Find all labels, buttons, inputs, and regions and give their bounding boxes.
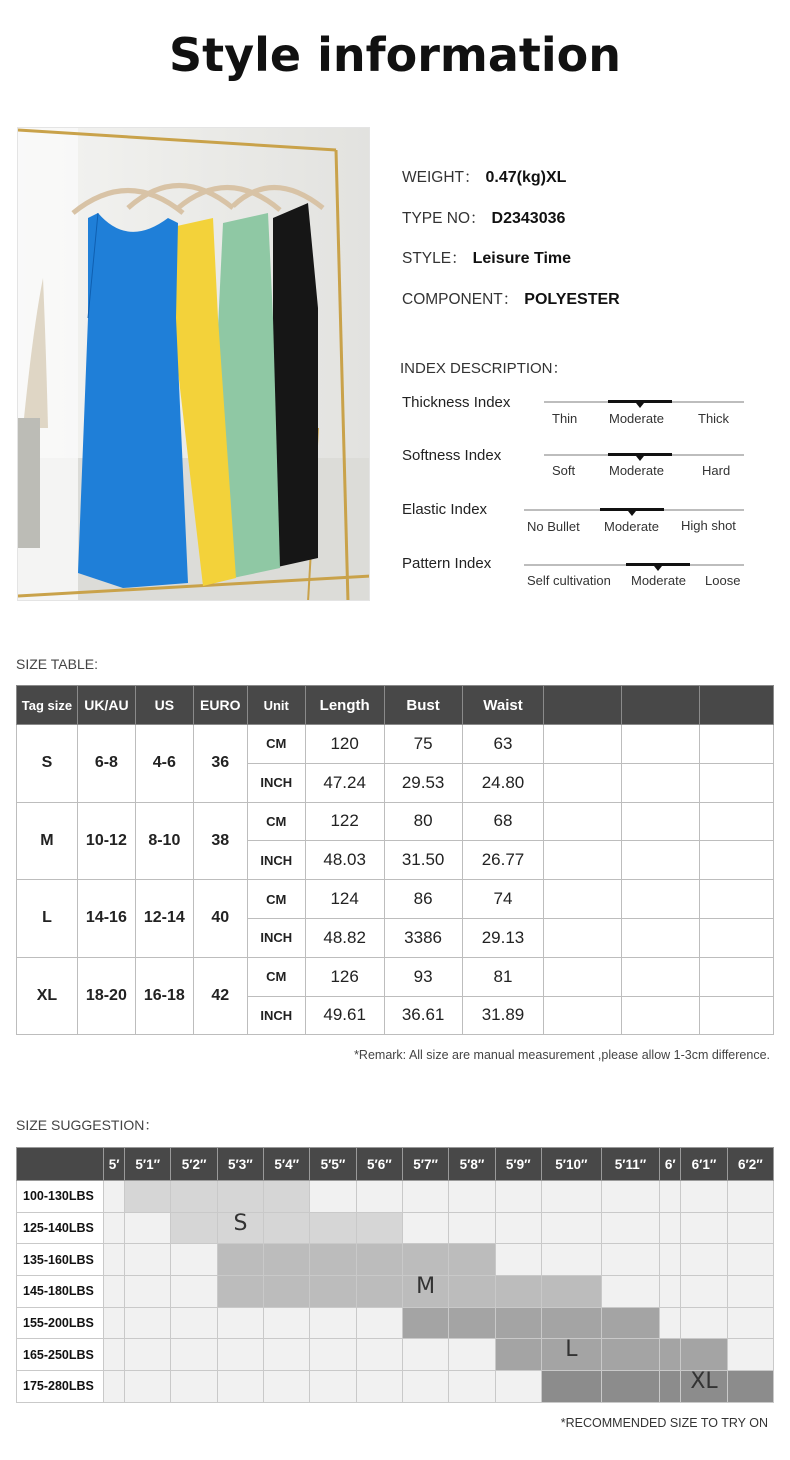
weight-label: 175-280LBS xyxy=(17,1371,104,1403)
grid-cell xyxy=(310,1307,356,1339)
grid-cell xyxy=(171,1307,217,1339)
weight-label: 135-160LBS xyxy=(17,1244,104,1276)
thickness-mid: Moderate xyxy=(609,411,664,426)
elastic-index-label: Elastic Index xyxy=(402,501,488,518)
softness-index-label: Softness Index xyxy=(402,447,502,464)
table-row xyxy=(17,802,774,841)
softness-mid: Moderate xyxy=(609,463,664,478)
col-header xyxy=(622,686,700,725)
uk-au-cell: 10-12 xyxy=(77,802,135,880)
col-header xyxy=(544,686,622,725)
page-title: Style information xyxy=(169,28,621,82)
grid-cell xyxy=(104,1244,125,1276)
empty-cell xyxy=(544,918,622,957)
recommend-note: *RECOMMENDED SIZE TO TRY ON xyxy=(560,1416,768,1430)
height-header-row xyxy=(17,1148,774,1181)
size-zone-label: S xyxy=(233,1210,248,1236)
elastic-pointer-icon xyxy=(628,511,636,516)
grid-cell xyxy=(403,1212,449,1244)
elastic-mid: Moderate xyxy=(604,519,659,534)
grid-cell xyxy=(104,1339,125,1371)
grid-cell xyxy=(403,1244,449,1276)
waist-cell: 26.77 xyxy=(462,841,544,880)
index-heading: INDEX DESCRIPTION： xyxy=(400,360,568,377)
grid-cell xyxy=(264,1212,310,1244)
grid-cell xyxy=(125,1371,171,1403)
height-header: 6′2″ xyxy=(727,1148,773,1181)
grid-cell xyxy=(125,1339,171,1371)
component-value: POLYESTER xyxy=(524,291,620,308)
uk-au-cell: 6-8 xyxy=(77,725,135,803)
weight-row xyxy=(17,1276,774,1308)
grid-cell xyxy=(264,1371,310,1403)
grid-cell xyxy=(727,1244,773,1276)
grid-cell xyxy=(601,1181,659,1213)
grid-cell xyxy=(660,1212,681,1244)
grid-cell xyxy=(125,1212,171,1244)
grid-cell xyxy=(449,1212,495,1244)
grid-cell xyxy=(171,1212,217,1244)
height-header: 6′ xyxy=(660,1148,681,1181)
length-cell: 49.61 xyxy=(305,996,384,1035)
grid-cell xyxy=(310,1244,356,1276)
grid-cell xyxy=(125,1181,171,1213)
softness-left: Soft xyxy=(552,463,576,478)
grid-cell xyxy=(495,1244,541,1276)
grid-cell xyxy=(727,1212,773,1244)
size-zone-label: XL xyxy=(690,1369,718,1395)
col-header: Waist xyxy=(462,686,544,725)
empty-cell xyxy=(544,880,622,919)
weight-row xyxy=(17,1244,774,1276)
weight-label: WEIGHT： xyxy=(402,169,480,186)
length-cell: 126 xyxy=(305,957,384,996)
grid-cell xyxy=(403,1181,449,1213)
grid-cell xyxy=(727,1307,773,1339)
length-cell: 120 xyxy=(305,725,384,764)
corner-cell xyxy=(17,1148,104,1181)
style-value: Leisure Time xyxy=(472,250,572,267)
bust-cell: 31.50 xyxy=(384,841,462,880)
grid-cell xyxy=(660,1339,681,1371)
empty-cell xyxy=(700,957,774,996)
size-table xyxy=(16,685,774,1035)
grid-cell xyxy=(217,1244,263,1276)
grid-cell xyxy=(403,1276,449,1308)
thickness-index-label: Thickness Index xyxy=(402,394,511,411)
grid-cell xyxy=(125,1276,171,1308)
unit-cell: CM xyxy=(247,957,305,996)
grid-cell xyxy=(104,1276,125,1308)
weight-label: 155-200LBS xyxy=(17,1307,104,1339)
unit-cell: CM xyxy=(247,880,305,919)
grid-cell xyxy=(449,1244,495,1276)
grid-cell xyxy=(727,1181,773,1213)
size-suggestion-heading: SIZE SUGGESTION： xyxy=(16,1117,159,1133)
height-header: 5′4″ xyxy=(264,1148,310,1181)
col-header: Bust xyxy=(384,686,462,725)
size-remark: *Remark: All size are manual measurement ,please allow 1-3cm difference. xyxy=(354,1048,770,1062)
grid-cell xyxy=(601,1276,659,1308)
size-table-heading: SIZE TABLE: xyxy=(16,656,98,672)
grid-cell xyxy=(449,1371,495,1403)
unit-cell: INCH xyxy=(247,841,305,880)
product-photo xyxy=(17,127,370,601)
empty-cell xyxy=(622,725,700,764)
length-cell: 47.24 xyxy=(305,763,384,802)
grid-cell xyxy=(495,1212,541,1244)
grid-cell xyxy=(217,1276,263,1308)
height-header: 5′ xyxy=(104,1148,125,1181)
grid-cell xyxy=(104,1181,125,1213)
grid-cell xyxy=(660,1307,681,1339)
grid-cell xyxy=(727,1276,773,1308)
height-header: 5′8″ xyxy=(449,1148,495,1181)
grid-cell xyxy=(495,1307,541,1339)
height-header: 6′1″ xyxy=(681,1148,727,1181)
grid-cell xyxy=(495,1181,541,1213)
empty-cell xyxy=(700,996,774,1035)
waist-cell: 63 xyxy=(462,725,544,764)
waist-cell: 29.13 xyxy=(462,918,544,957)
weight-value: 0.47(kg)XL xyxy=(485,169,567,186)
grid-cell xyxy=(264,1339,310,1371)
thickness-left: Thin xyxy=(552,411,578,426)
euro-cell: 38 xyxy=(193,802,247,880)
grid-cell xyxy=(104,1371,125,1403)
bust-cell: 80 xyxy=(384,802,462,841)
grid-cell xyxy=(356,1244,402,1276)
bust-cell: 29.53 xyxy=(384,763,462,802)
empty-cell xyxy=(544,725,622,764)
height-header: 5′2″ xyxy=(171,1148,217,1181)
grid-cell xyxy=(541,1181,601,1213)
grid-cell xyxy=(310,1339,356,1371)
style-label: STYLE： xyxy=(402,250,467,267)
grid-cell xyxy=(217,1339,263,1371)
grid-cell xyxy=(217,1181,263,1213)
length-cell: 48.82 xyxy=(305,918,384,957)
weight-row xyxy=(402,165,566,187)
grid-cell xyxy=(217,1212,263,1244)
grid-cell xyxy=(541,1371,601,1403)
grid-cell xyxy=(681,1244,727,1276)
empty-cell xyxy=(622,880,700,919)
col-header: Tag size xyxy=(17,686,78,725)
grid-cell xyxy=(541,1212,601,1244)
grid-cell xyxy=(171,1371,217,1403)
us-cell: 4-6 xyxy=(135,725,193,803)
grid-cell xyxy=(541,1244,601,1276)
grid-cell xyxy=(356,1212,402,1244)
grid-cell xyxy=(449,1181,495,1213)
grid-cell xyxy=(660,1181,681,1213)
softness-right: Hard xyxy=(702,463,731,478)
euro-cell: 42 xyxy=(193,957,247,1035)
waist-cell: 31.89 xyxy=(462,996,544,1035)
style-row xyxy=(402,246,571,268)
empty-cell xyxy=(700,918,774,957)
weight-row xyxy=(17,1307,774,1339)
type-value: D2343036 xyxy=(491,210,566,227)
grid-cell xyxy=(217,1307,263,1339)
grid-cell xyxy=(310,1181,356,1213)
grid-cell xyxy=(449,1307,495,1339)
pattern-index-label: Pattern Index xyxy=(402,555,492,572)
grid-cell xyxy=(449,1276,495,1308)
table-row xyxy=(17,957,774,996)
unit-cell: INCH xyxy=(247,996,305,1035)
grid-cell xyxy=(681,1371,727,1403)
us-cell: 8-10 xyxy=(135,802,193,880)
grid-cell xyxy=(541,1276,601,1308)
grid-cell xyxy=(681,1339,727,1371)
col-header: Unit xyxy=(247,686,305,725)
pattern-pointer-icon xyxy=(654,566,662,571)
waist-cell: 24.80 xyxy=(462,763,544,802)
weight-row xyxy=(17,1339,774,1371)
bust-cell: 36.61 xyxy=(384,996,462,1035)
grid-cell xyxy=(601,1244,659,1276)
grid-cell xyxy=(495,1276,541,1308)
grid-cell xyxy=(264,1276,310,1308)
col-header: UK/AU xyxy=(77,686,135,725)
empty-cell xyxy=(622,763,700,802)
grid-cell xyxy=(403,1307,449,1339)
thickness-right: Thick xyxy=(698,411,730,426)
grid-cell xyxy=(171,1276,217,1308)
grid-cell xyxy=(356,1181,402,1213)
unit-cell: CM xyxy=(247,725,305,764)
grid-cell xyxy=(601,1371,659,1403)
col-header: EURO xyxy=(193,686,247,725)
empty-cell xyxy=(622,996,700,1035)
bust-cell: 86 xyxy=(384,880,462,919)
uk-au-cell: 18-20 xyxy=(77,957,135,1035)
elastic-right: High shot xyxy=(681,518,736,533)
height-header: 5′1″ xyxy=(125,1148,171,1181)
empty-cell xyxy=(700,802,774,841)
us-cell: 12-14 xyxy=(135,880,193,958)
tag-size-cell: XL xyxy=(17,957,78,1035)
waist-cell: 81 xyxy=(462,957,544,996)
grid-cell xyxy=(660,1244,681,1276)
tag-size-cell: S xyxy=(17,725,78,803)
grid-cell xyxy=(601,1212,659,1244)
weight-row xyxy=(17,1212,774,1244)
type-row xyxy=(402,206,565,228)
waist-cell: 68 xyxy=(462,802,544,841)
empty-cell xyxy=(622,957,700,996)
grid-cell xyxy=(449,1339,495,1371)
dress-rack-illustration xyxy=(18,128,370,601)
grid-cell xyxy=(264,1307,310,1339)
height-header: 5′5″ xyxy=(310,1148,356,1181)
grid-cell xyxy=(601,1307,659,1339)
empty-cell xyxy=(544,802,622,841)
unit-cell: INCH xyxy=(247,763,305,802)
us-cell: 16-18 xyxy=(135,957,193,1035)
waist-cell: 74 xyxy=(462,880,544,919)
unit-cell: INCH xyxy=(247,918,305,957)
bust-cell: 75 xyxy=(384,725,462,764)
grid-cell xyxy=(681,1212,727,1244)
height-header: 5′10″ xyxy=(541,1148,601,1181)
component-row xyxy=(402,287,620,309)
pattern-right: Loose xyxy=(705,573,741,588)
grid-cell xyxy=(681,1181,727,1213)
grid-cell xyxy=(217,1371,263,1403)
grid-cell xyxy=(601,1339,659,1371)
elastic-left: No Bullet xyxy=(527,519,580,534)
weight-label: 145-180LBS xyxy=(17,1276,104,1308)
grid-cell xyxy=(356,1276,402,1308)
length-cell: 122 xyxy=(305,802,384,841)
weight-label: 125-140LBS xyxy=(17,1212,104,1244)
size-table-header-row xyxy=(17,686,774,725)
bust-cell: 3386 xyxy=(384,918,462,957)
weight-row xyxy=(17,1181,774,1213)
table-row xyxy=(17,725,774,764)
bust-cell: 93 xyxy=(384,957,462,996)
grid-cell xyxy=(125,1307,171,1339)
grid-cell xyxy=(264,1181,310,1213)
grid-cell xyxy=(356,1339,402,1371)
empty-cell xyxy=(700,841,774,880)
grid-cell xyxy=(356,1307,402,1339)
empty-cell xyxy=(700,880,774,919)
grid-cell xyxy=(104,1307,125,1339)
grid-cell xyxy=(171,1244,217,1276)
size-zone-label: L xyxy=(565,1337,578,1363)
size-zone-label: M xyxy=(416,1274,436,1300)
unit-cell: CM xyxy=(247,802,305,841)
grid-cell xyxy=(171,1181,217,1213)
table-row xyxy=(17,880,774,919)
empty-cell xyxy=(622,802,700,841)
grid-cell xyxy=(541,1307,601,1339)
pattern-left: Self cultivation xyxy=(527,573,611,588)
pattern-mid: Moderate xyxy=(631,573,686,588)
empty-cell xyxy=(544,841,622,880)
length-cell: 124 xyxy=(305,880,384,919)
grid-cell xyxy=(310,1371,356,1403)
grid-cell xyxy=(727,1339,773,1371)
tag-size-cell: L xyxy=(17,880,78,958)
component-label: COMPONENT： xyxy=(402,291,519,308)
tag-size-cell: M xyxy=(17,802,78,880)
empty-cell xyxy=(622,918,700,957)
euro-cell: 40 xyxy=(193,880,247,958)
euro-cell: 36 xyxy=(193,725,247,803)
grid-cell xyxy=(356,1371,402,1403)
empty-cell xyxy=(544,957,622,996)
col-header: US xyxy=(135,686,193,725)
grid-cell xyxy=(403,1339,449,1371)
grid-cell xyxy=(264,1244,310,1276)
height-header: 5′6″ xyxy=(356,1148,402,1181)
col-header: Length xyxy=(305,686,384,725)
empty-cell xyxy=(544,996,622,1035)
grid-cell xyxy=(310,1276,356,1308)
height-header: 5′11″ xyxy=(601,1148,659,1181)
grid-cell xyxy=(104,1212,125,1244)
length-cell: 48.03 xyxy=(305,841,384,880)
thickness-pointer-icon xyxy=(636,403,644,408)
grid-cell xyxy=(403,1371,449,1403)
col-header xyxy=(700,686,774,725)
empty-cell xyxy=(700,725,774,764)
height-header: 5′9″ xyxy=(495,1148,541,1181)
empty-cell xyxy=(622,841,700,880)
grid-cell xyxy=(495,1339,541,1371)
height-header: 5′7″ xyxy=(403,1148,449,1181)
grid-cell xyxy=(125,1244,171,1276)
uk-au-cell: 14-16 xyxy=(77,880,135,958)
grid-cell xyxy=(660,1371,681,1403)
weight-label: 100-130LBS xyxy=(17,1181,104,1213)
grid-cell xyxy=(681,1307,727,1339)
size-suggestion-grid xyxy=(16,1147,774,1403)
grid-cell xyxy=(171,1339,217,1371)
grid-cell xyxy=(727,1371,773,1403)
grid-cell xyxy=(541,1339,601,1371)
height-header: 5′3″ xyxy=(217,1148,263,1181)
grid-cell xyxy=(310,1212,356,1244)
grid-cell xyxy=(660,1276,681,1308)
grid-cell xyxy=(495,1371,541,1403)
weight-row xyxy=(17,1371,774,1403)
type-label: TYPE NO： xyxy=(402,210,486,227)
empty-cell xyxy=(700,763,774,802)
weight-label: 165-250LBS xyxy=(17,1339,104,1371)
softness-pointer-icon xyxy=(636,456,644,461)
grid-cell xyxy=(681,1276,727,1308)
empty-cell xyxy=(544,763,622,802)
